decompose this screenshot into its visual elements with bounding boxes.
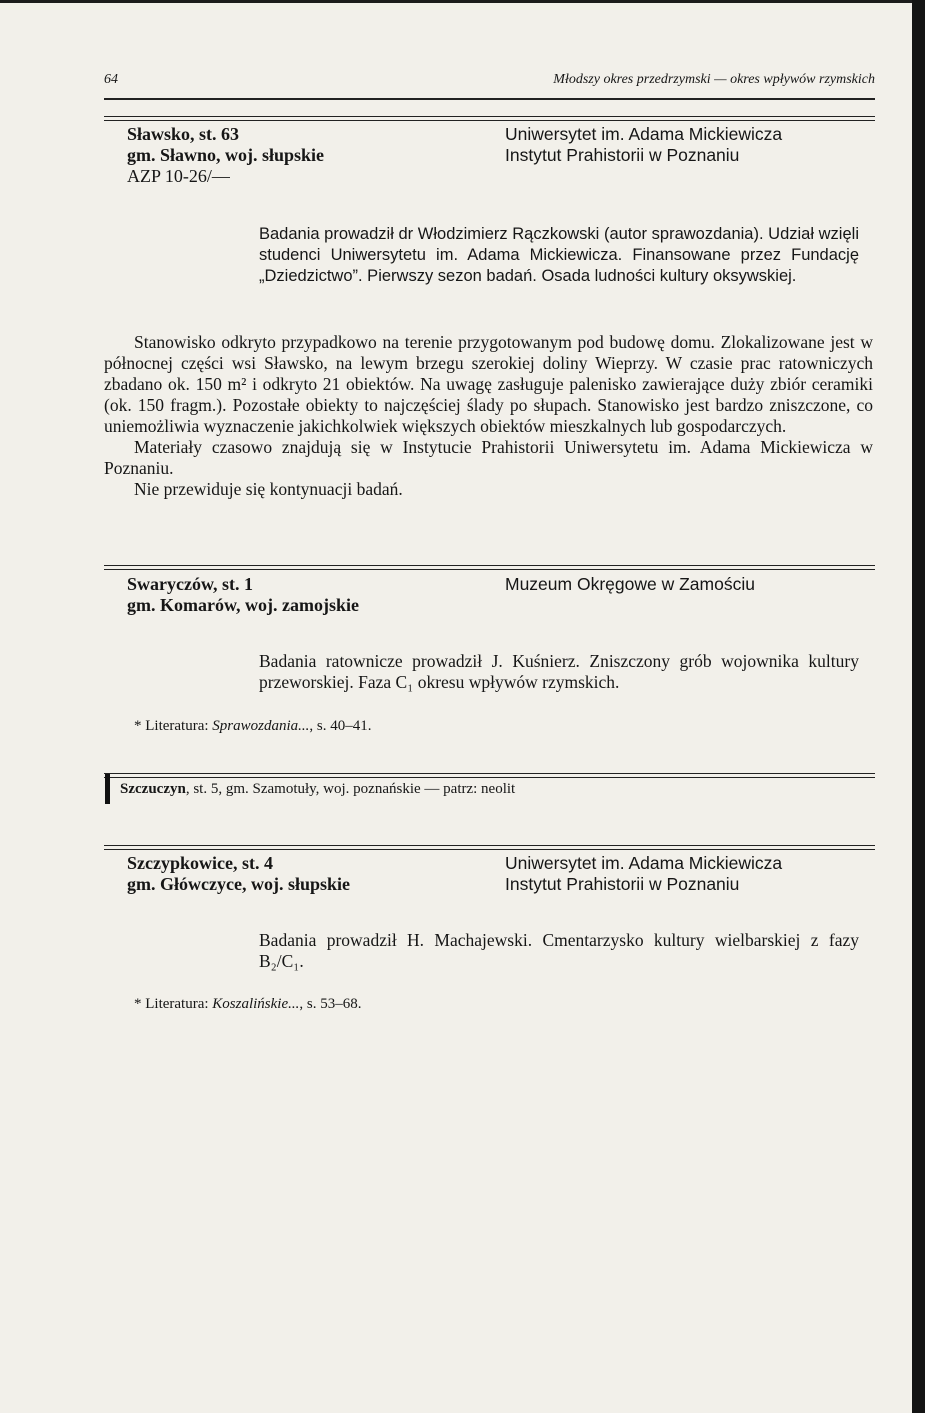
- entry-separator-top: [104, 773, 875, 774]
- site-name: Szczypkowice, st. 4: [127, 853, 273, 873]
- entry-separator-bottom: [104, 777, 875, 778]
- literature-note: * Literatura: Sprawozdania..., s. 40–41.: [134, 718, 372, 734]
- literature-note: * Literatura: Koszalińskie..., s. 53–68.: [134, 996, 362, 1012]
- body-paragraph: Nie przewiduje się kontynuacji badań.: [134, 479, 403, 499]
- institution-line-2: Instytut Prahistorii w Poznaniu: [505, 145, 740, 165]
- institution-line-1: Uniwersytet im. Adama Mickiewicza: [505, 853, 783, 873]
- site-commune: gm. Główczyce, woj. słupskie: [127, 874, 350, 894]
- cross-reference-site: Szczuczyn: [120, 781, 186, 797]
- site-azp: AZP 10-26/—: [127, 166, 230, 186]
- site-commune: gm. Komarów, woj. zamojskie: [127, 595, 359, 615]
- entry-separator-top: [104, 565, 875, 566]
- institution-line-2: Instytut Prahistorii w Poznaniu: [505, 874, 740, 894]
- scan-right-edge: [912, 0, 925, 1413]
- entry-separator-bottom: [104, 569, 875, 570]
- cross-reference-marker: [105, 774, 110, 804]
- entry-separator-top: [104, 116, 875, 117]
- running-title: Młodszy okres przedrzymski — okres wpływów rzymskich: [553, 72, 875, 87]
- site-name: Sławsko, st. 63: [127, 124, 240, 144]
- literature-title: Sprawozdania...: [212, 718, 310, 734]
- entry-summary: Badania ratownicze prowadził J. Kuśnierz. Zniszczony grób wojownika kultury przeworskiej. Faza C₁ okresu wpływów rzymskich.: [259, 651, 859, 692]
- institution-line-1: Uniwersytet im. Adama Mickiewicza: [505, 124, 783, 144]
- entry-summary: Badania prowadził H. Machajewski. Cmentarzysko kultury wielbarskiej z fazy B₂/C₁.: [259, 930, 859, 971]
- scan-top-edge: [0, 0, 925, 3]
- site-name: Swaryczów, st. 1: [127, 574, 253, 594]
- body-paragraph: Materiały czasowo znajdują się w Instytucie Prahistorii Uniwersytetu im. Adama Mickiewicza w Poznaniu.: [104, 437, 873, 478]
- body-paragraph: Stanowisko odkryto przypadkowo na terenie przygotowanym pod budowę domu. Zlokalizowane jest w północnej części wsi Sławsko, na lewym brzegu szerokiej doliny Wieprzy. W czasie prac ratowniczych zbadano ok. 150 m² i odkryto 21 obiektów. Na uwagę zasługuje palenisko zawierające duży zbiór ceramiki (ok. 150 fragm.). Pozostałe obiekty to najczęściej ślady po słupach. Stanowisko jest bardzo zniszczone, co uniemożliwia wyznaczenie jakichkolwiek większych obiektów mieszkalnych lub gospodarczych.: [104, 332, 873, 436]
- entry-separator-top: [104, 845, 875, 846]
- page-number: 64: [104, 72, 118, 87]
- entry-separator-bottom: [104, 120, 875, 121]
- institution-line-1: Muzeum Okręgowe w Zamościu: [505, 574, 755, 594]
- site-commune: gm. Sławno, woj. słupskie: [127, 145, 325, 165]
- entry-separator-bottom: [104, 849, 875, 850]
- cross-reference: Szczuczyn, st. 5, gm. Szamotuły, woj. poznańskie — patrz: neolit: [120, 781, 516, 797]
- header-rule: [104, 98, 875, 100]
- literature-title: Koszalińskie...: [212, 996, 300, 1012]
- entry-body: [104, 332, 873, 500]
- entry-summary: Badania prowadził dr Włodzimierz Rączkowski (autor sprawozdania). Udział wzięli studenci Uniwersytetu im. Adama Mickiewicza. Finansowane przez Fundację „Dziedzictwo”. Pierwszy sezon badań. Osada ludności kultury oksywskiej.: [259, 225, 859, 285]
